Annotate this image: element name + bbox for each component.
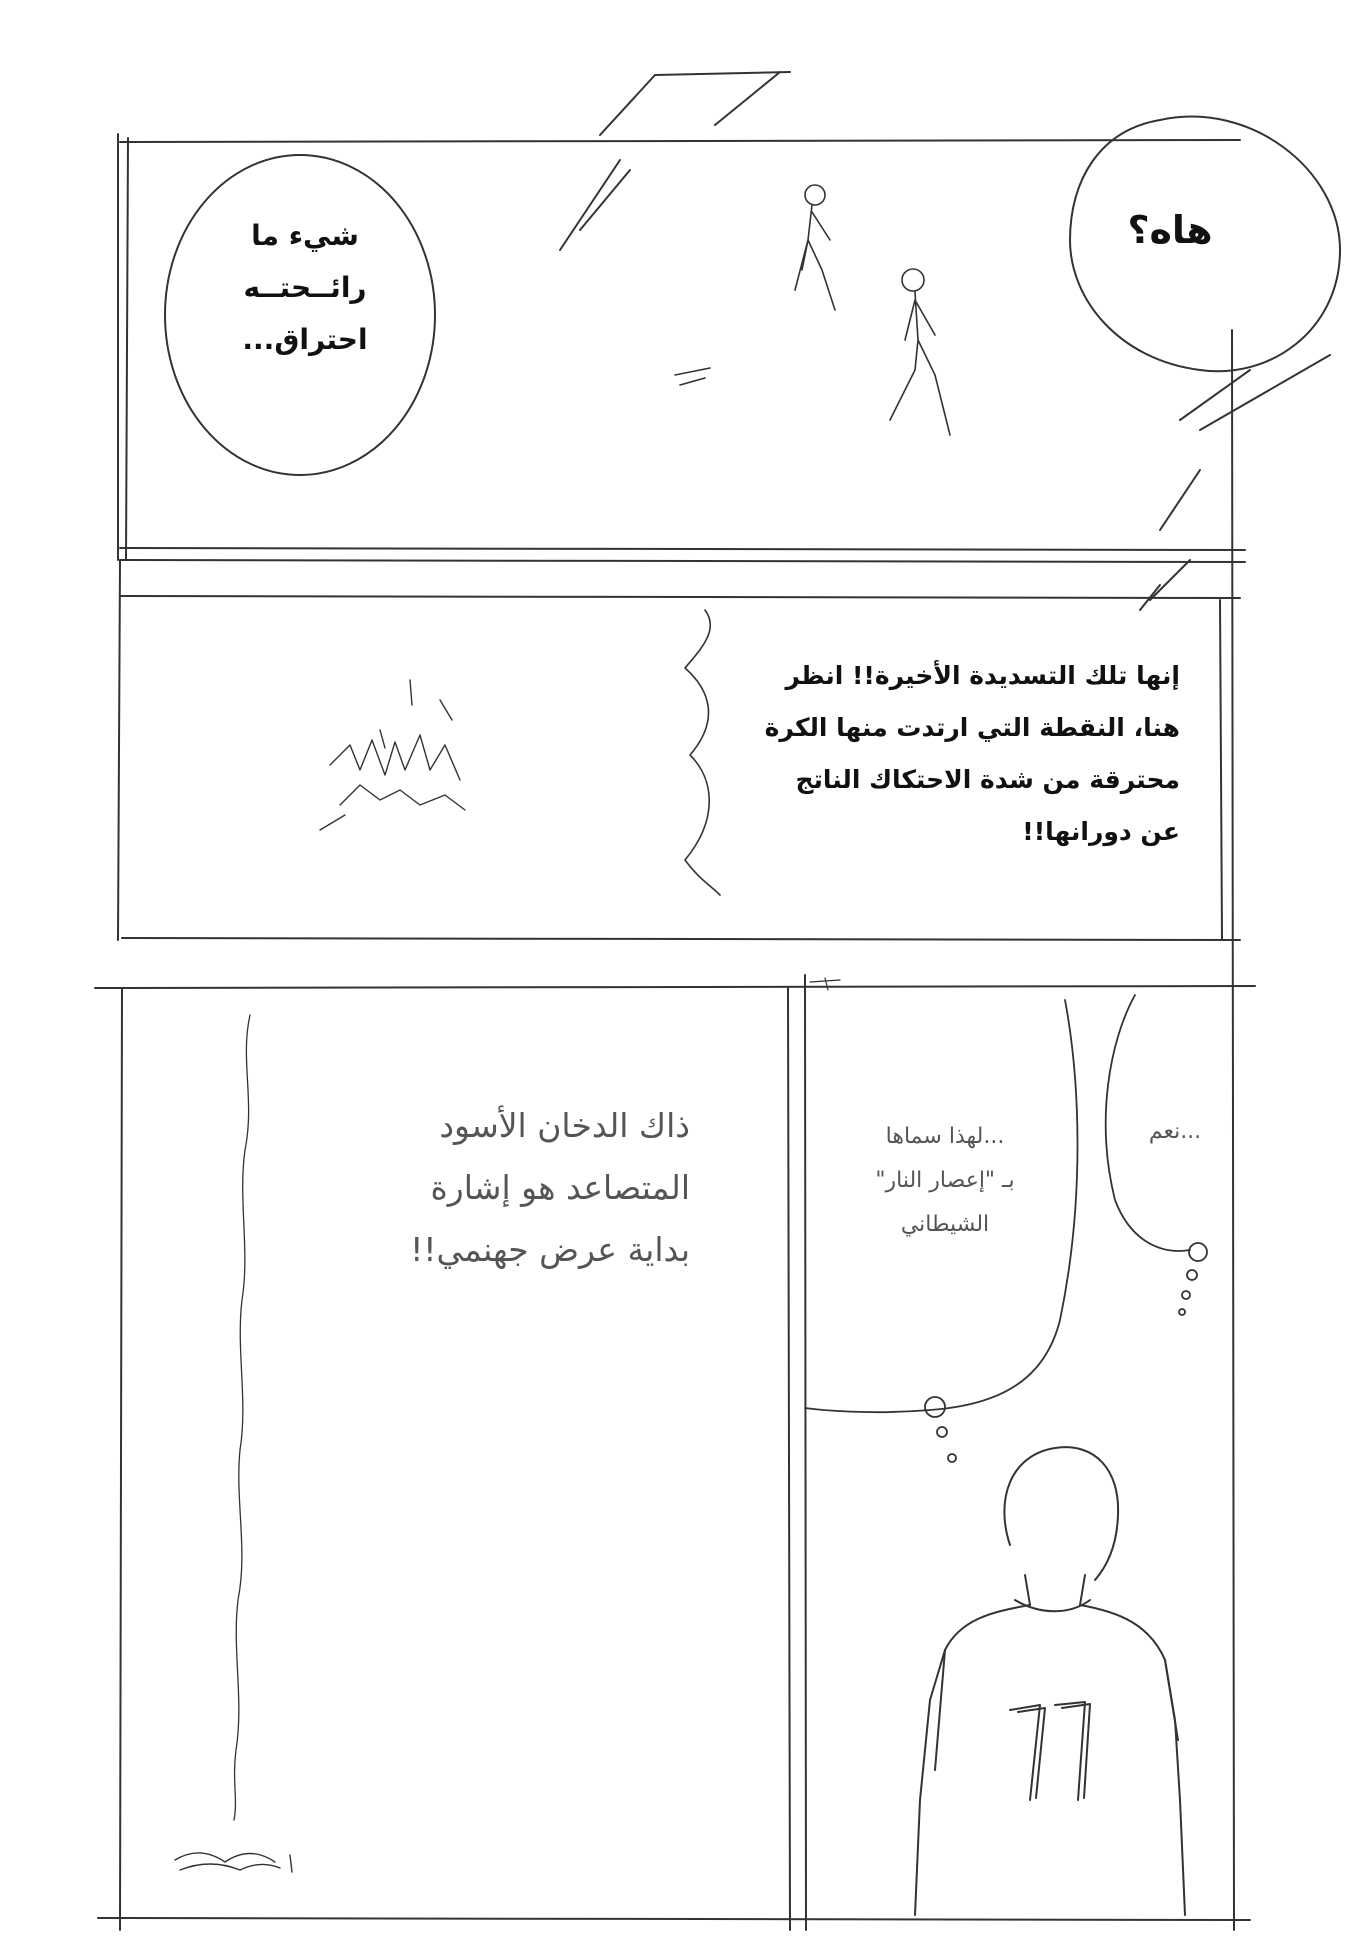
burn-mark-sketch (320, 680, 465, 830)
speech-text-smell: شيء ما رائــحتــه احتراق... (242, 219, 368, 356)
narration-text-black-smoke: ذاك الدخان الأسود المتصاعد هو إشارة بداية عرض جهنمي!! (410, 1106, 690, 1269)
smoke-base-scribble (175, 1853, 292, 1872)
speed-lines (560, 72, 1330, 610)
player-back-sketch (915, 1447, 1185, 1915)
running-players-sketch (675, 185, 950, 435)
speech-text-huh: هاه؟ (1127, 208, 1213, 252)
panel-borders (95, 134, 1255, 1930)
thought-text-fire-tornado: ...لهذا سماها بـ "إعصار النار" الشيطاني (875, 1124, 1015, 1237)
caption-jagged-edge (685, 610, 720, 895)
caption-text-last-shot: إنها تلك التسديدة الأخيرة!! انظر هنا، النقطة التي ارتدت منها الكرة محترقة من شدة الاحتكاك الناتج عن دورانها!! (764, 661, 1180, 846)
thought-text-yes: ...نعم (1148, 1119, 1202, 1144)
smoke-trail-sketch (165, 1015, 260, 1954)
